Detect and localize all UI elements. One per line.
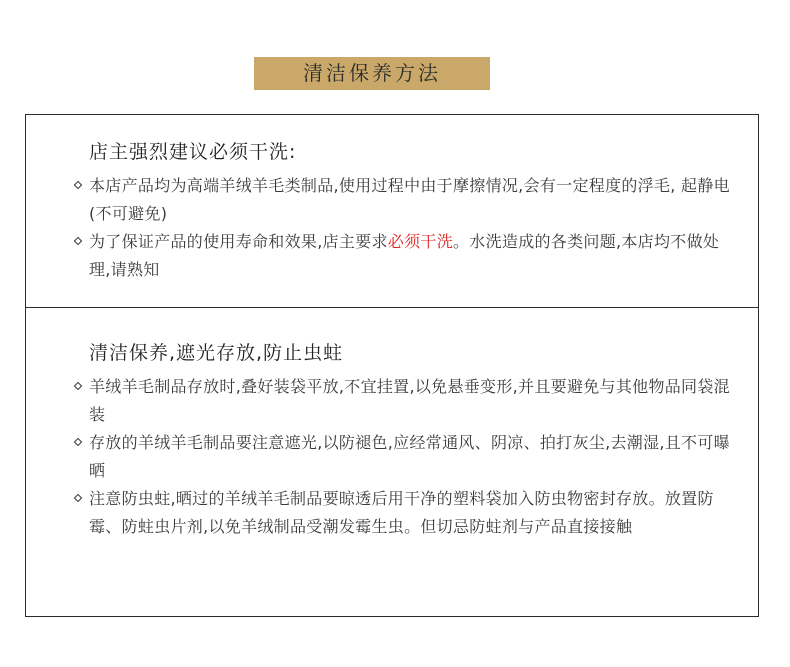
dry-clean-advice-section	[25, 114, 759, 308]
list-item	[73, 373, 736, 429]
list-item	[73, 228, 736, 284]
item-text: 注意防虫蛀,晒过的羊绒羊毛制品要晾透后用干净的塑料袋加入防虫物密封存放。放置防霉、防蛀虫片剂,以免羊绒制品受潮发霉生虫。但切忌防蛀剂与产品直接接触	[89, 489, 714, 536]
storage-care-section	[25, 307, 759, 617]
advice-list	[73, 172, 736, 284]
care-list	[73, 373, 736, 541]
list-item	[73, 172, 736, 228]
item-text: 羊绒羊毛制品存放时,叠好装袋平放,不宜挂置,以免悬垂变形,并且要避免与其他物品同袋混装	[89, 377, 730, 424]
diamond-bullet-icon	[74, 494, 82, 502]
item-text: 本店产品均为高端羊绒羊毛类制品,使用过程中由于摩擦情况,会有一定程度的浮毛, 起静电(不可避免)	[89, 176, 730, 223]
diamond-bullet-icon	[74, 438, 82, 446]
list-item	[73, 429, 736, 485]
highlight-text: 必须干洗	[387, 232, 453, 251]
diamond-bullet-icon	[74, 237, 82, 245]
section-heading: 店主强烈建议必须干洗:	[89, 141, 297, 163]
diamond-bullet-icon	[74, 181, 82, 189]
diamond-bullet-icon	[74, 382, 82, 390]
item-text-after: 。水洗造成的各类问题,本店均不做处理,请熟知	[89, 232, 720, 279]
list-item	[73, 485, 736, 541]
section-heading: 清洁保养,遮光存放,防止虫蛀	[89, 342, 344, 364]
page-title: 清洁保养方法	[254, 57, 490, 90]
item-text: 存放的羊绒羊毛制品要注意遮光,以防褪色,应经常通风、阴凉、拍打灰尘,去潮湿,且不可曝晒	[89, 433, 730, 480]
item-text-before: 为了保证产品的使用寿命和效果,店主要求	[89, 232, 388, 251]
